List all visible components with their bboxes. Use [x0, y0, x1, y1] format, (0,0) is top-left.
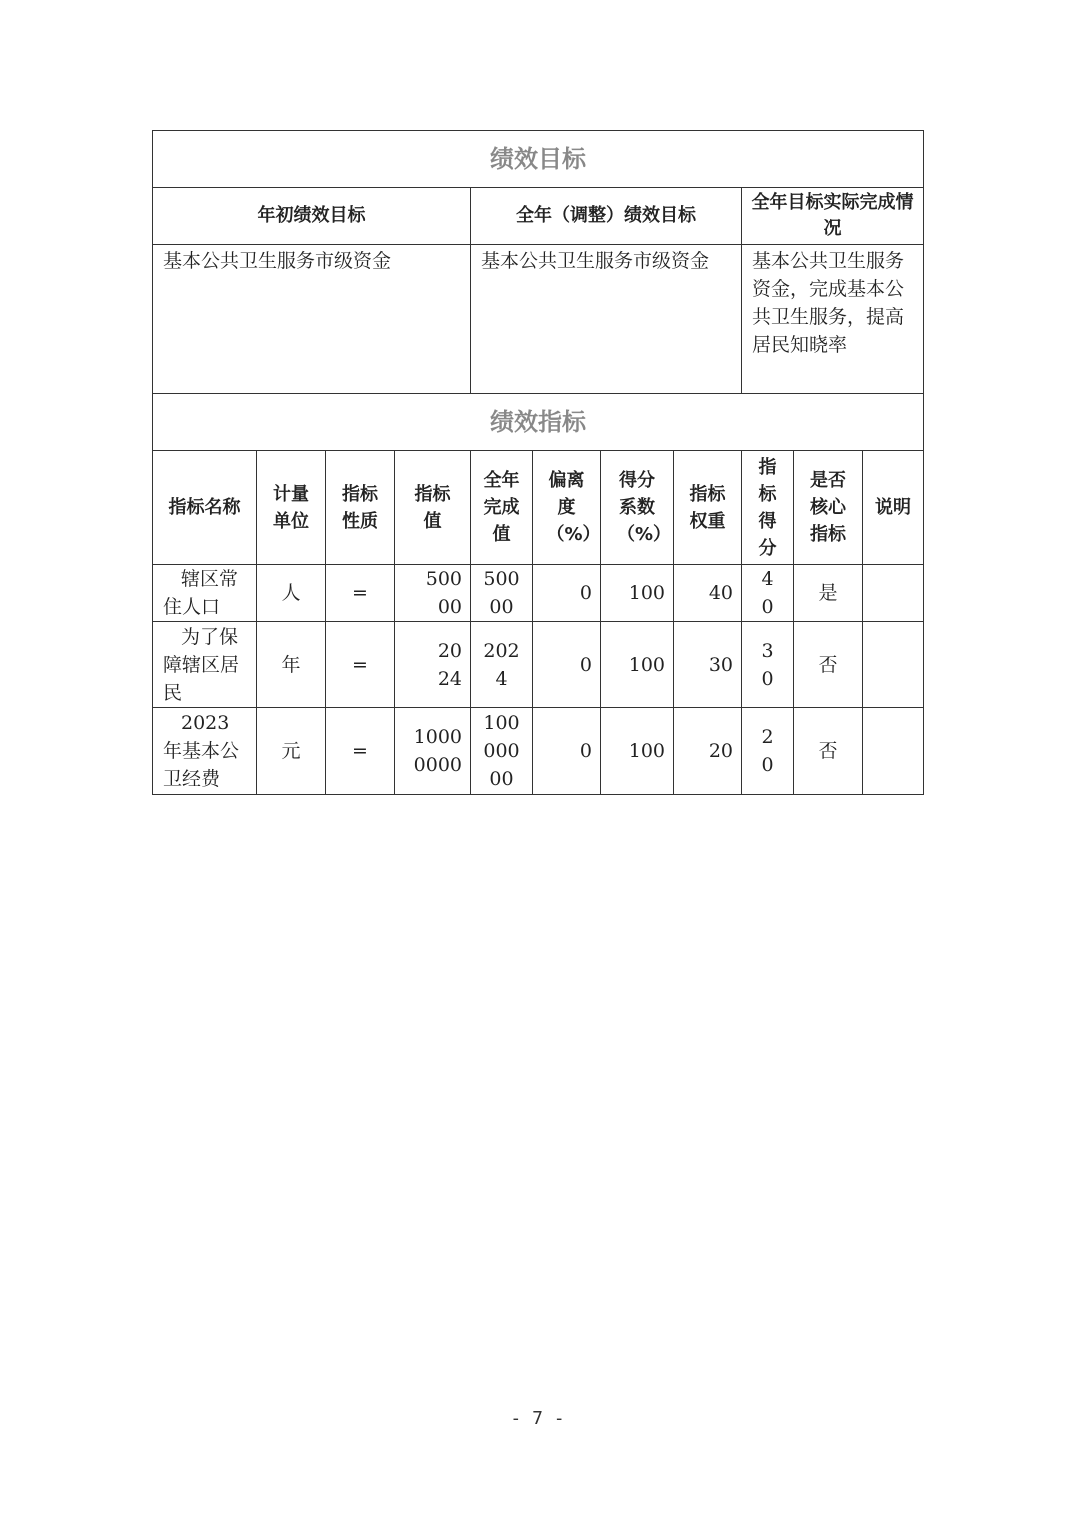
actual-completion-text: 基本公共卫生服务资金，完成基本公共卫生服务，提高居民知晓率 — [742, 245, 924, 394]
header-completed-value: 全年完成值 — [471, 451, 533, 565]
goals-section-title: 绩效目标 — [153, 131, 924, 188]
weight-cell: 40 — [674, 565, 742, 622]
table-row — [153, 622, 924, 708]
completed-value-cell: 50000 — [471, 565, 533, 622]
header-indicator-name: 指标名称 — [153, 451, 257, 565]
note-cell — [863, 622, 924, 708]
deviation-cell: 0 — [533, 622, 601, 708]
header-nature: 指标性质 — [326, 451, 395, 565]
header-indicator-value: 指标值 — [395, 451, 471, 565]
header-score-coefficient: 得分系数（%） — [601, 451, 674, 565]
nature-cell: = — [326, 565, 395, 622]
coefficient-cell: 100 — [601, 565, 674, 622]
weight-cell: 20 — [674, 708, 742, 795]
indicator-name: 为了保障辖区居民 — [153, 622, 257, 708]
core-indicator-cell: 否 — [794, 622, 863, 708]
goals-content-row — [153, 245, 924, 394]
note-cell — [863, 708, 924, 795]
score-cell: 40 — [742, 565, 794, 622]
weight-cell: 30 — [674, 622, 742, 708]
score-cell: 30 — [742, 622, 794, 708]
header-note: 说明 — [863, 451, 924, 565]
initial-goal-header: 年初绩效目标 — [153, 188, 471, 245]
indicator-value-cell: 2024 — [395, 622, 471, 708]
header-core-indicator: 是否核心指标 — [794, 451, 863, 565]
indicator-value-cell: 10000000 — [395, 708, 471, 795]
completed-value-cell: 2024 — [471, 622, 533, 708]
initial-goal-text: 基本公共卫生服务市级资金 — [153, 245, 471, 394]
note-cell — [863, 565, 924, 622]
table-row — [153, 565, 924, 622]
header-weight: 指标权重 — [674, 451, 742, 565]
indicator-value-cell: 50000 — [395, 565, 471, 622]
adjusted-goal-header: 全年（调整）绩效目标 — [471, 188, 742, 245]
actual-completion-header: 全年目标实际完成情况 — [742, 188, 924, 245]
goals-title-row — [153, 131, 924, 188]
core-indicator-cell: 否 — [794, 708, 863, 795]
nature-cell: = — [326, 622, 395, 708]
unit-cell: 年 — [257, 622, 326, 708]
header-indicator-score: 指标得分 — [742, 451, 794, 565]
completed-value-cell: 10000000 — [471, 708, 533, 795]
header-unit: 计量单位 — [257, 451, 326, 565]
coefficient-cell: 100 — [601, 708, 674, 795]
header-deviation: 偏离度（%） — [533, 451, 601, 565]
adjusted-goal-text: 基本公共卫生服务市级资金 — [471, 245, 742, 394]
goals-header-row — [153, 188, 924, 245]
score-cell: 20 — [742, 708, 794, 795]
indicators-section-title: 绩效指标 — [153, 394, 924, 451]
deviation-cell: 0 — [533, 708, 601, 795]
indicator-name: 辖区常住人口 — [153, 565, 257, 622]
coefficient-cell: 100 — [601, 622, 674, 708]
table-row — [153, 708, 924, 795]
indicator-name: 2023 年基本公卫经费 — [153, 708, 257, 795]
performance-table — [152, 130, 924, 795]
page-number: - 7 - — [510, 1408, 565, 1429]
indicators-title-row — [153, 394, 924, 451]
deviation-cell: 0 — [533, 565, 601, 622]
indicators-header-row — [153, 451, 924, 565]
unit-cell: 元 — [257, 708, 326, 795]
nature-cell: = — [326, 708, 395, 795]
unit-cell: 人 — [257, 565, 326, 622]
core-indicator-cell: 是 — [794, 565, 863, 622]
